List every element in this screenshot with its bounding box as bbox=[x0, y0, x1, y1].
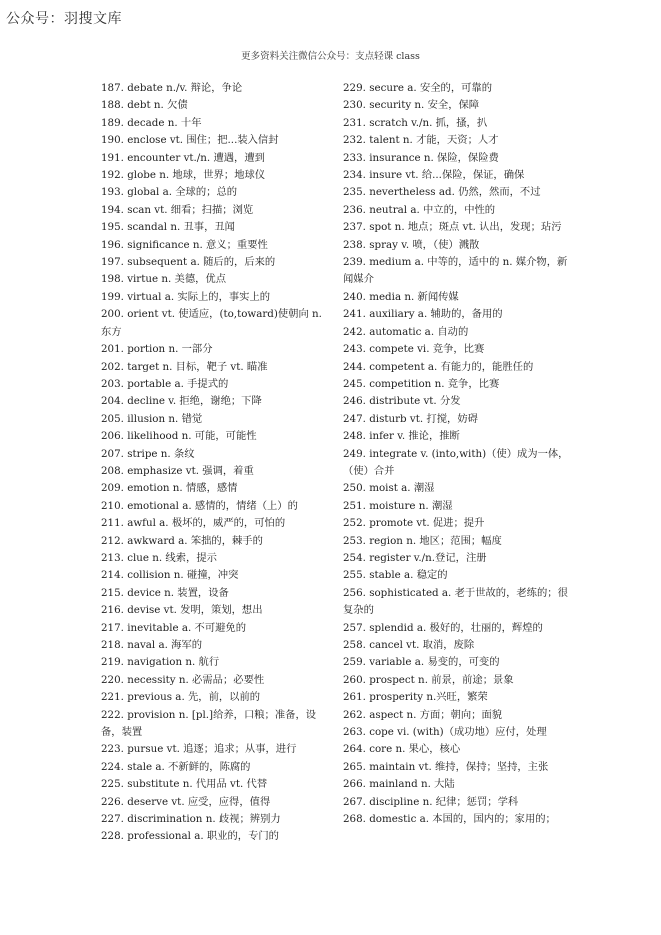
vocab-entry: 234. insure vt. 给...保险，保证，确保 bbox=[343, 169, 525, 182]
vocab-entry: 265. maintain vt. 维持，保持；坚持，主张 bbox=[343, 760, 549, 773]
vocab-entry: 240. media n. 新闻传媒 bbox=[343, 290, 459, 303]
vocab-entry: 259. variable a. 易变的，可变的 bbox=[343, 656, 500, 669]
vocab-entry: 187. debate n./v. 辩论，争论 bbox=[101, 82, 243, 94]
vocab-entry: 215. device n. 装置，设备 bbox=[101, 586, 229, 599]
vocab-entry: 229. secure a. 安全的，可靠的 bbox=[343, 82, 493, 94]
vocab-entry: 261. prosperity n.兴旺，繁荣 bbox=[343, 691, 488, 704]
vocab-entry: 210. emotional a. 感情的，情绪（上）的 bbox=[101, 499, 298, 512]
vocab-entry: 224. stale a. 不新鲜的，陈腐的 bbox=[101, 760, 251, 773]
vocab-entry: 236. neutral a. 中立的，中性的 bbox=[343, 203, 496, 216]
vocab-entry: 228. professional a. 职业的，专门的 bbox=[101, 830, 279, 843]
vocab-entry: 260. prospect n. 前景，前途；景象 bbox=[343, 673, 514, 686]
vocab-entry: 223. pursue vt. 追逐；追求；从事，进行 bbox=[101, 743, 297, 756]
vocab-entry: 203. portable a. 手提式的 bbox=[101, 377, 229, 390]
vocab-entry: 193. global a. 全球的；总的 bbox=[101, 186, 238, 199]
vocab-entry: 190. enclose vt. 围住；把...装入信封 bbox=[101, 134, 279, 147]
vocab-entry: 188. debt n. 欠债 bbox=[101, 99, 188, 112]
vocab-entry: 209. emotion n. 情感，感情 bbox=[101, 482, 238, 495]
vocab-entry: 206. likelihood n. 可能，可能性 bbox=[101, 430, 257, 443]
vocab-entry: 238. spray v. 喷，（使）溅散 bbox=[343, 238, 480, 251]
vocab-entry: 244. competent a. 有能力的，能胜任的 bbox=[343, 360, 534, 373]
watermark-text: 公众号：羽搜文库 bbox=[6, 11, 122, 27]
vocab-entry: 241. auxiliary a. 辅助的，备用的 bbox=[343, 308, 503, 321]
vocab-entry: 220. necessity n. 必需品；必要性 bbox=[101, 673, 265, 686]
vocab-entry: 243. compete vi. 竞争，比赛 bbox=[343, 343, 485, 356]
vocab-entry: 268. domestic a. 本国的，国内的；家用的； bbox=[343, 813, 556, 826]
vocab-entry: 226. deserve vt. 应受，应得，值得 bbox=[101, 795, 271, 808]
vocab-entry: 196. significance n. 意义；重要性 bbox=[101, 238, 268, 251]
vocab-entry: 213. clue n. 线索，提示 bbox=[101, 551, 217, 564]
vocab-entry: 264. core n. 果心，核心 bbox=[343, 743, 461, 756]
vocab-entry: 191. encounter vt./n. 遭遇，遭到 bbox=[101, 151, 265, 164]
vocab-entry: 239. medium a. 中等的，适中的 n. 媒介物，新闻媒介 bbox=[343, 256, 568, 286]
page-subtitle: 更多资料关注微信公众号：支点轻课 class bbox=[241, 51, 420, 62]
vocab-entry: 252. promote vt. 促进；提升 bbox=[343, 517, 485, 530]
vocab-entry: 227. discrimination n. 歧视；辨别力 bbox=[101, 813, 281, 826]
vocab-entry: 202. target n. 目标，靶子 vt. 瞄准 bbox=[101, 360, 268, 373]
vocab-entry: 216. devise vt. 发明，策划，想出 bbox=[101, 604, 263, 617]
vocab-entry: 222. provision n. [pl.]给养，口粮；准备，设备，装置 bbox=[101, 708, 317, 739]
vocab-entry: 256. sophisticated a. 老于世故的，老练的；很复杂的 bbox=[343, 586, 568, 617]
vocab-entry: 214. collision n. 碰撞，冲突 bbox=[101, 569, 239, 582]
vocab-entry: 201. portion n. 一部分 bbox=[101, 343, 213, 356]
vocab-entry: 262. aspect n. 方面；朝向；面貌 bbox=[343, 708, 503, 721]
vocab-entry: 198. virtue n. 美德，优点 bbox=[101, 273, 227, 286]
vocab-entry: 217. inevitable a. 不可避免的 bbox=[101, 621, 247, 634]
vocab-entry: 255. stable a. 稳定的 bbox=[343, 569, 448, 582]
vocab-entry: 235. nevertheless ad. 仍然，然而，不过 bbox=[343, 186, 541, 199]
vocab-entry: 253. region n. 地区；范围；幅度 bbox=[343, 534, 502, 547]
vocab-entry: 221. previous a. 先，前，以前的 bbox=[101, 691, 261, 704]
vocab-entry: 232. talent n. 才能，天资；人才 bbox=[343, 134, 499, 147]
vocab-entry: 246. distribute vt. 分发 bbox=[343, 395, 461, 408]
vocab-entry: 208. emphasize vt. 强调，着重 bbox=[101, 464, 254, 477]
vocab-entry: 218. naval a. 海军的 bbox=[101, 639, 203, 651]
vocab-entry: 233. insurance n. 保险，保险费 bbox=[343, 151, 499, 164]
vocab-entry: 250. moist a. 潮湿 bbox=[343, 482, 435, 495]
vocab-entry: 207. stripe n. 条纹 bbox=[101, 447, 195, 460]
vocab-entry: 197. subsequent a. 随后的，后来的 bbox=[101, 256, 276, 269]
vocab-entry: 194. scan vt. 细看；扫描；浏览 bbox=[101, 203, 254, 216]
vocab-entry: 237. spot n. 地点；斑点 vt. 认出，发现；玷污 bbox=[343, 221, 562, 234]
vocab-entry: 200. orient vt. 使适应，(to,toward)使朝向 n. 东方 bbox=[101, 308, 322, 338]
vocab-entry: 192. globe n. 地球，世界；地球仪 bbox=[101, 169, 266, 182]
vocab-entry: 231. scratch v./n. 抓，搔，扒 bbox=[343, 116, 488, 129]
vocab-entry: 248. infer v. 推论，推断 bbox=[343, 430, 460, 443]
vocab-entry: 266. mainland n. 大陆 bbox=[343, 778, 455, 791]
right-vocab-column bbox=[343, 80, 575, 828]
vocab-entry: 249. integrate v. (into,with)（使）成为一体，（使）合并 bbox=[343, 447, 569, 477]
vocab-entry: 195. scandal n. 丑事，丑闻 bbox=[101, 221, 235, 234]
vocab-entry: 242. automatic a. 自动的 bbox=[343, 325, 469, 338]
vocab-entry: 245. competition n. 竞争，比赛 bbox=[343, 377, 500, 390]
vocab-entry: 247. disturb vt. 打搅，妨碍 bbox=[343, 412, 478, 425]
vocab-entry: 205. illusion n. 错觉 bbox=[101, 412, 203, 425]
vocab-entry: 219. navigation n. 航行 bbox=[101, 656, 220, 669]
vocab-entry: 212. awkward a. 笨拙的，棘手的 bbox=[101, 534, 263, 547]
vocab-entry: 254. register v./n.登记，注册 bbox=[343, 551, 487, 564]
vocab-entry: 189. decade n. 十年 bbox=[101, 116, 202, 129]
vocab-entry: 204. decline v. 拒绝，谢绝；下降 bbox=[101, 395, 262, 408]
vocab-entry: 257. splendid a. 极好的，壮丽的，辉煌的 bbox=[343, 621, 543, 634]
vocab-entry: 225. substitute n. 代用品 vt. 代替 bbox=[101, 778, 268, 791]
vocab-entry: 267. discipline n. 纪律；惩罚；学科 bbox=[343, 795, 519, 808]
vocab-entry: 263. cope vi. (with)（成功地）应付，处理 bbox=[343, 726, 547, 739]
vocab-entry: 211. awful a. 极坏的，威严的，可怕的 bbox=[101, 517, 286, 530]
left-vocab-column bbox=[101, 80, 333, 846]
vocab-entry: 230. security n. 安全，保障 bbox=[343, 99, 480, 112]
vocab-entry: 258. cancel vt. 取消，废除 bbox=[343, 639, 475, 651]
vocab-entry: 251. moisture n. 潮湿 bbox=[343, 499, 453, 512]
vocab-entry: 199. virtual a. 实际上的，事实上的 bbox=[101, 290, 271, 303]
